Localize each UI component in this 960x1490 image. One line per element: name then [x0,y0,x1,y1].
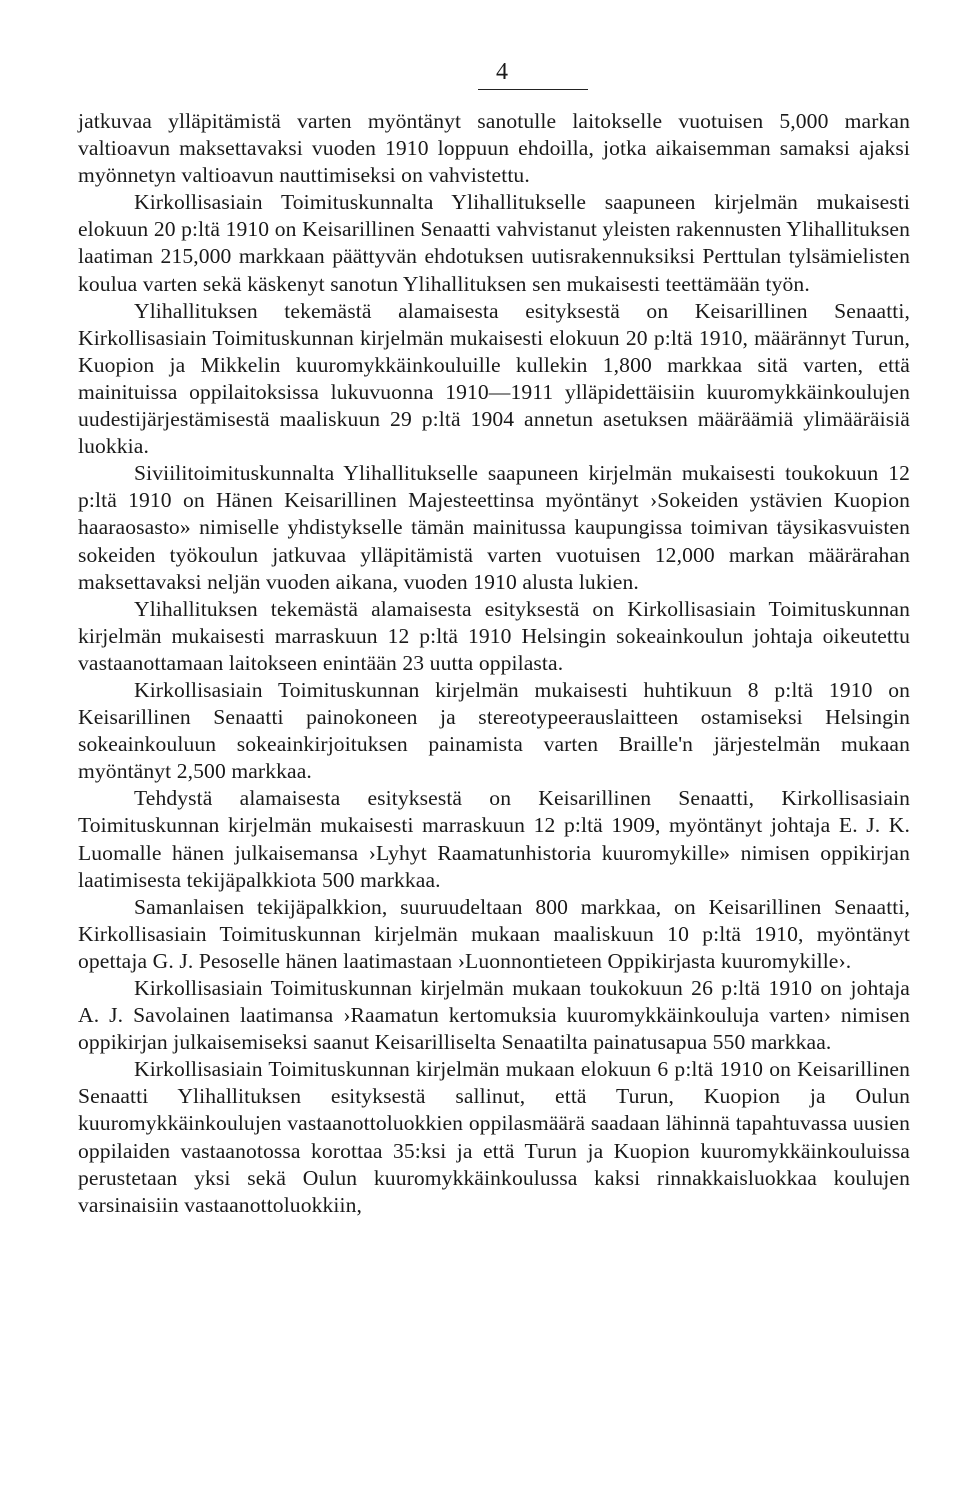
body-text [78,108,910,1219]
page-number: 4 [496,59,508,85]
page-number-rule [478,89,588,90]
paragraph-kuopio-workshop: Siviilitoimituskunnalta Ylihallitukselle saapuneen kirjelmän mukaisesti toukokuun 12 p:ltä 1910 on Hänen Keisarillinen Majesteettinsa myöntänyt ›Sokeiden ystävien Kuopion haaraosasto» nimiselle yhdistykselle tämän mainitussa kaupungissa toimivan täysikasvuisten sokeiden työkoulun jatkuvaa ylläpitämistä varten vuotuisen 12,000 markan määrärahan maksettavaksi neljän vuoden aikana, vuoden 1910 alusta lukien. [78,461,910,594]
document-page [78,0,910,1490]
paragraph-savolainen-grant: Kirkollisasiain Toimituskunnan kirjelmän mukaan toukokuun 26 p:ltä 1910 on johtaja A. J. Savolainen laatimansa ›Raamatun kertomuksia kuuromykkäinkouluja varten› nimisen oppikirjan julkaisemiseksi saanut Keisarilliselta Senaatilta painatusapua 550 markkaa. [78,976,910,1055]
paragraph-class-size: Kirkollisasiain Toimituskunnan kirjelmän mukaan elokuun 6 p:ltä 1910 on Keisarillinen Senaatti Ylihallituksen esityksestä sallinut, että Turun, Kuopion ja Oulun kuuromykkäinkoulujen vastaanottoluokkien oppilasmäärä saadaan lähinnä tapahtuvassa uusien oppilaiden vastaanotossa korottaa 35:ksi ja että Turun ja Kuopion kuuromykkäinkouluissa perustetaan yksi sekä Oulun kuuromykkäinkoulussa kaksi rinnakkaisluokkaa koulujen varsinaisiin vastaanottoluokkiin, [78,1057,910,1217]
paragraph-pesonen-fee: Samanlaisen tekijäpalkkion, suuruudeltaan 800 markkaa, on Keisarillinen Senaatti, Kirkollisasiain Toimituskunnan kirjelmän mukaan maaliskuun 10 p:ltä 1910, myöntänyt opettaja G. J. Pesoselle hänen laatimastaan ›Luonnontieteen Oppikirjasta kuuromykille›. [78,894,910,973]
paragraph-perttula-construction: Kirkollisasiain Toimituskunnalta Ylihallitukselle saapuneen kirjelmän mukaisesti elokuun 20 p:ltä 1910 on Keisarillinen Senaatti vahvistanut yleisten rakennusten Ylihallituksen laatiman 215,000 markkaan päättyvän ehdotuksen uutisrakennuksiksi Perttulan tylsämielisten koulua varten sekä käskenyt sanotun Ylihallituksen sen mukaisesti teettämään työn. [78,190,910,296]
paragraph-helsinki-admission: Ylihallituksen tekemästä alamaisesta esityksestä on Kirkollisasiain Toimituskunnan kirjelmän mukaisesti marraskuun 12 p:ltä 1910 Helsingin sokeainkoulun johtaja oikeutettu vastaanottamaan laitokseen enintään 23 uutta oppilasta. [78,596,910,675]
paragraph-continuation: jatkuvaa ylläpitämistä varten myöntänyt sanotulle laitokselle vuotuisen 5,000 markan valtioavun maksettavaksi vuoden 1910 loppuun ehdoilla, jotka aikaisemman samaksi ajaksi myönnetyn valtioavun nauttimiseksi on vahvistettu. [78,109,910,188]
paragraph-braille-press: Kirkollisasiain Toimituskunnan kirjelmän mukaisesti huhtikuun 8 p:ltä 1910 on Keisarillinen Senaatti painokoneen ja stereotypeerauslaitteen ostamiseksi Helsingin sokeainkouluun sokeainkirjoituksen painamista varten Braille'n järjestelmän mukaan myöntänyt 2,500 markkaa. [78,677,910,784]
paragraph-extra-classes: Ylihallituksen tekemästä alamaisesta esityksestä on Keisarillinen Senaatti, Kirkollisasiain Toimituskunnan kirjelmän mukaisesti elokuun 20 p:ltä 1910, määrännyt Turun, Kuopion ja Mikkelin kuuromykkäinkouluille kullekin 1,800 markkaa sitä varten, että mainituissa oppilaitoksissa lukuvuonna 1910—1911 ylläpidettäisiin kuuromykkäinkoulujen uudestijärjestämisestä maaliskuun 29 p:ltä 1904 annetun asetuksen määräämiä ylimääräisiä luokkia. [78,298,910,459]
paragraph-luoma-fee: Tehdystä alamaisesta esityksestä on Keisarillinen Senaatti, Kirkollisasiain Toimituskunnan kirjelmän mukaisesti marraskuun 12 p:ltä 1909, myöntänyt johtaja E. J. K. Luomalle hänen julkaisemansa ›Lyhyt Raamatunhistoria kuuromykille» nimisen oppikirjan laatimisesta tekijäpalkkiota 500 markkaa. [78,786,910,892]
